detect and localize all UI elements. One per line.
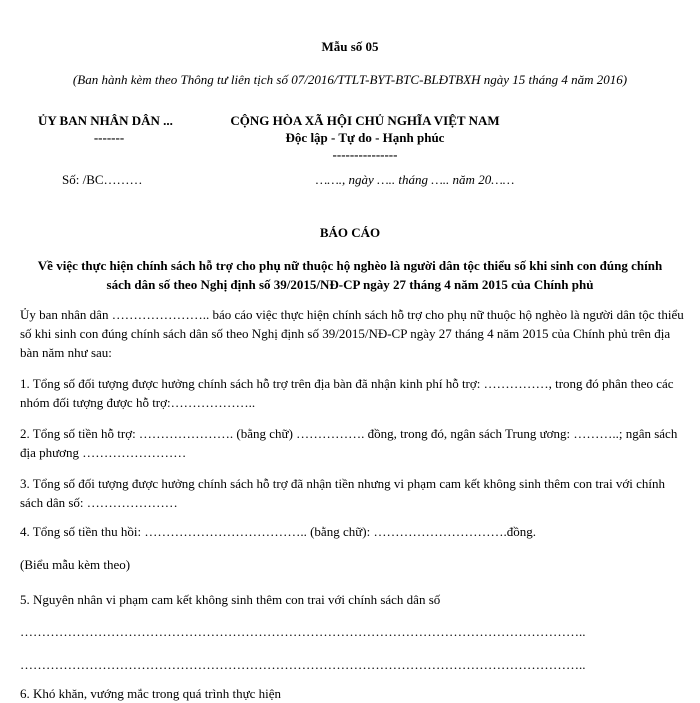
item-4: 4. Tổng số tiền thu hồi: ……………………………….. (bằng chữ): ………………………….đồng.: [20, 524, 536, 539]
nation-title: CỘNG HÒA XÃ HỘI CHỦ NGHĨA VIỆT NAM: [230, 113, 500, 128]
item-1: 1. Tổng số đối tượng được hưởng chính sách hỗ trợ trên địa bàn đã nhận kinh phí hỗ trợ: ……………, trong đó phân theo các nhóm đối tượng được hỗ trợ:………………..: [20, 376, 674, 410]
report-subtitle-line1: Về việc thực hiện chính sách hỗ trợ cho phụ nữ thuộc hộ nghèo là người dân tộc thiểu số khi sinh con đúng chính: [37, 258, 663, 273]
national-motto: Độc lập - Tự do - Hạnh phúc: [285, 130, 445, 145]
item-3: 3. Tổng số đối tượng được hưởng chính sách hỗ trợ đã nhận tiền nhưng vi phạm cam kết không sinh thêm con trai với chính sách dân số: …………………: [20, 476, 666, 510]
item-5: 5. Nguyên nhân vi phạm cam kết không sinh thêm con trai với chính sách dân số: [20, 592, 441, 607]
agency-name: ỦY BAN NHÂN DÂN ...: [38, 113, 173, 128]
dotted-line-2: …………………………………………………………………………………………………………………..: [20, 657, 586, 672]
attachment-note: (Biểu mẫu kèm theo): [20, 557, 131, 572]
issued-note: (Ban hành kèm theo Thông tư liên tịch số 07/2016/TTLT-BYT-BTC-BLĐTBXH ngày 15 tháng 4 năm 2016): [72, 72, 628, 87]
intro-paragraph: Ủy ban nhân dân ………………….. báo cáo việc thực hiện chính sách hỗ trợ cho phụ nữ thuộc hộ nghèo là người dân tộc thiểu số khi sinh con đúng chính sách dân số theo Nghị định số 39/2015/NĐ-CP ngày 27 tháng 4 năm 2015 của Chính phủ trên địa bàn năm như sau:: [20, 307, 684, 360]
report-subtitle-line2: sách dân số theo Nghị định số 39/2015/NĐ-CP ngày 27 tháng 4 năm 2015 của Chính phủ: [106, 277, 594, 292]
motto-divider: ---------------: [332, 147, 398, 162]
item-2: 2. Tổng số tiền hỗ trợ: …………………. (bằng chữ) ……………. đồng, trong đó, ngân sách Trung ương: ………..; ngân sách địa phương ……………………: [20, 426, 678, 460]
date-line: ……., ngày ….. tháng ….. năm 20……: [315, 172, 515, 187]
document-number: Số: /BC………: [62, 172, 143, 187]
form-number: Mẫu số 05: [321, 39, 379, 54]
item-6: 6. Khó khăn, vướng mắc trong quá trình thực hiện: [20, 686, 282, 701]
dotted-line-1: …………………………………………………………………………………………………………………..: [20, 624, 586, 639]
report-title: BÁO CÁO: [319, 225, 381, 240]
agency-divider: -------: [93, 130, 125, 145]
